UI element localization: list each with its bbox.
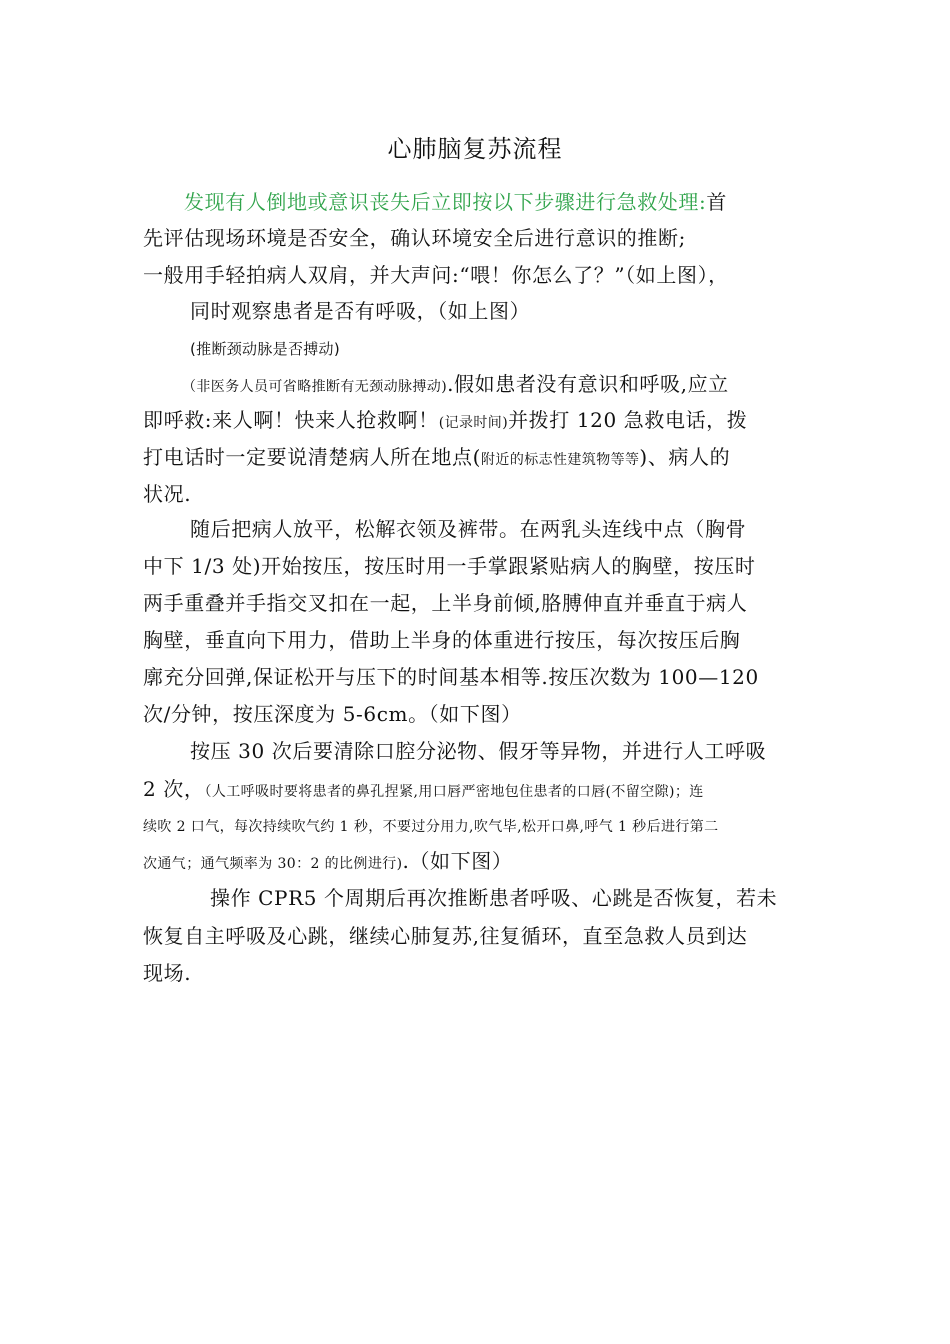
- p1-line-1: [184, 184, 727, 220]
- p1-line-2: 先评估现场环境是否安全，确认环境安全后进行意识的推断;: [143, 226, 686, 250]
- p2-line-2-a: 即呼救:来人啊！快来人抢救啊！: [143, 408, 439, 432]
- p2-line-4: 状况.: [143, 482, 192, 506]
- document-title: 心肺脑复苏流程: [387, 135, 563, 163]
- p4-line-2-a: 2 次，: [143, 777, 205, 801]
- p5-line-2: 恢复自主呼吸及心跳，继续心肺复苏,往复循环，直至急救人员到达: [143, 924, 748, 948]
- p1-line-4: 同时观察患者是否有呼吸，（如上图）: [190, 299, 531, 323]
- p4-line-1: 按压 30 次后要清除口腔分泌物、假牙等异物，并进行人工呼吸: [190, 739, 767, 763]
- p2-line-3: [143, 439, 730, 478]
- p4-breathing-note-2: 续吹 2 口气，每次持续吹气约 1 秒，不要过分用力,吹气毕,松开口鼻,呼气 1 秒后进行第二: [143, 819, 719, 835]
- p2-line-3-b: )、病人的: [639, 445, 731, 469]
- p3-line-5: 廓充分回弹,保证松开与压下的时间基本相等.按压次数为 100—120: [143, 665, 759, 689]
- p4-breathing-note-1: （人工呼吸时要将患者的鼻孔捏紧,用口唇严密地包住患者的口唇(不留空隙)；连: [204, 784, 704, 800]
- p4-line-4: [143, 843, 512, 882]
- p4-breathing-note-3: 次通气；通气频率为 30：2 的比例进行): [143, 856, 403, 872]
- p1-line-1-tail: 首: [706, 190, 727, 214]
- p1-green-heading: 发现有人倒地或意识丧失后立即按以下步骤进行急救处理:: [184, 190, 707, 214]
- p2-small-note: （非医务人员可省略推断有无颈动脉搏动): [182, 379, 448, 395]
- p1-line-5: (推断颈动脉是否搏动): [190, 340, 341, 358]
- p2-line-1: [182, 366, 729, 405]
- p1-line-3: 一般用手轻拍病人双肩，并大声问:“喂！你怎么了？”（如上图），: [143, 263, 729, 287]
- p2-record-time: (记录时间): [438, 415, 509, 431]
- p3-line-6: 次/分钟，按压深度为 5-6cm。（如下图）: [143, 702, 522, 726]
- p2-line-3-a: 打电话时一定要说清楚病人所在地点(: [143, 445, 482, 469]
- p3-line-3: 两手重叠并手指交叉扣在一起，上半身前倾,胳膊伸直并垂直于病人: [143, 591, 748, 615]
- p4-line-2: [143, 771, 704, 810]
- p2-line-2: [143, 402, 747, 441]
- p5-line-1: 操作 CPR5 个周期后再次推断患者呼吸、心跳是否恢复，若未: [210, 886, 778, 910]
- p3-line-1: 随后把病人放平，松解衣领及裤带。在两乳头连线中点（胸骨: [190, 517, 747, 541]
- p5-line-3: 现场.: [143, 961, 192, 985]
- p3-line-4: 胸壁，垂直向下用力，借助上半身的体重进行按压，每次按压后胸: [143, 628, 741, 652]
- p2-line-2-b: 并拨打 120 急救电话，拨: [508, 408, 748, 432]
- p2-landmark-note: 附近的标志性建筑物等等: [481, 452, 640, 468]
- p2-line-1-main: .假如患者没有意识和呼吸,应立: [447, 372, 729, 396]
- p4-line-4-b: .（如下图）: [402, 849, 513, 873]
- p3-line-2: 中下 1/3 处)开始按压，按压时用一手掌跟紧贴病人的胸壁，按压时: [143, 554, 756, 578]
